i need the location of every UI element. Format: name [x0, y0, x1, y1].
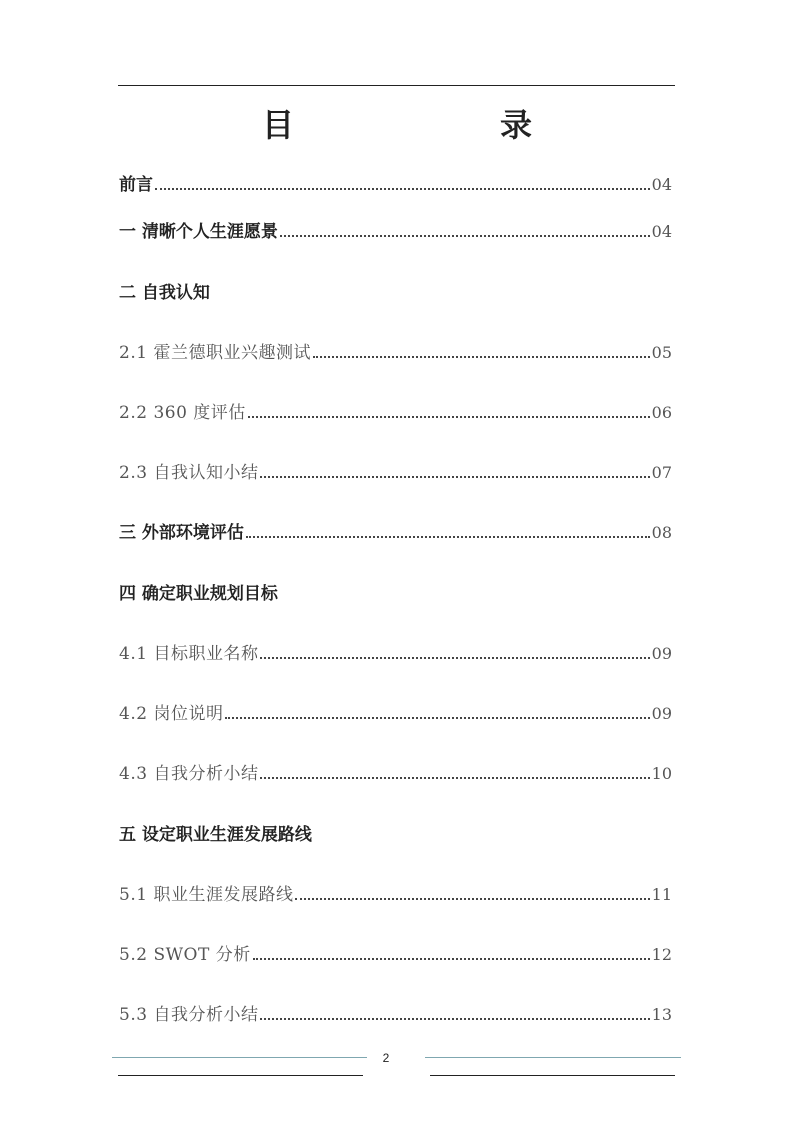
toc-page-number: 09	[651, 704, 672, 723]
toc-entry-label: 二 自我认知	[119, 283, 210, 303]
toc-page-number: 04	[651, 175, 672, 194]
page-title	[118, 100, 675, 144]
page-number: 2	[382, 1051, 390, 1065]
title-char-1: 目	[262, 106, 295, 144]
footer-rule-blue-left	[112, 1057, 367, 1058]
toc-entry-label: 5.2 SWOT 分析	[119, 945, 251, 965]
toc-entry[interactable]	[119, 820, 672, 844]
toc-entry[interactable]	[119, 940, 672, 964]
toc-dot-leader	[253, 958, 650, 960]
toc-dot-leader	[260, 476, 649, 478]
toc-entry[interactable]	[119, 639, 672, 663]
toc-dot-leader	[260, 657, 649, 659]
toc-entry-label: 前言	[119, 175, 153, 195]
toc-dot-leader	[295, 898, 649, 900]
toc-page-number: 06	[651, 403, 672, 422]
toc-page-number: 08	[651, 523, 672, 542]
toc-entry[interactable]	[119, 759, 672, 783]
toc-dot-leader	[280, 235, 650, 237]
toc-entry-label: 一 清晰个人生涯愿景	[119, 222, 278, 242]
toc-page-number: 04	[651, 222, 672, 241]
toc-entry-label: 五 设定职业生涯发展路线	[119, 825, 312, 845]
toc-page-number: 07	[651, 463, 672, 482]
toc-entry[interactable]	[119, 880, 672, 904]
toc-page-number: 12	[651, 945, 672, 964]
toc-dot-leader	[260, 777, 649, 779]
footer-rule-blue-right	[425, 1057, 681, 1058]
toc-entry-label: 2.1 霍兰德职业兴趣测试	[119, 343, 311, 363]
toc-page-number: 11	[651, 885, 672, 904]
toc-page-number: 10	[651, 764, 672, 783]
toc-entry-label: 5.1 职业生涯发展路线	[119, 885, 294, 905]
header-rule	[118, 85, 675, 86]
title-char-2: 录	[500, 106, 533, 144]
toc-entry[interactable]	[119, 338, 672, 362]
toc-entry-label: 2.3 自我认知小结	[119, 463, 259, 483]
toc-entry[interactable]	[119, 170, 672, 194]
toc-entry-label: 三 外部环境评估	[119, 523, 244, 543]
footer-rule-left	[118, 1075, 363, 1076]
toc-entry[interactable]	[119, 278, 672, 302]
toc-entry-label: 4.3 自我分析小结	[119, 764, 259, 784]
toc-dot-leader	[248, 416, 650, 418]
toc-page-number: 13	[651, 1005, 672, 1024]
toc-entry-label: 2.2 360 度评估	[119, 403, 246, 423]
toc-page-number: 09	[651, 644, 672, 663]
toc-entry[interactable]	[119, 699, 672, 723]
toc-entry[interactable]	[119, 579, 672, 603]
toc-dot-leader	[313, 356, 650, 358]
toc-entry[interactable]	[119, 217, 672, 241]
toc-entry[interactable]	[119, 518, 672, 542]
toc-page-number: 05	[651, 343, 672, 362]
footer-rule-right	[430, 1075, 675, 1076]
toc-dot-leader	[246, 536, 650, 538]
toc-dot-leader	[260, 1018, 649, 1020]
toc-entry[interactable]	[119, 398, 672, 422]
toc-dot-leader	[155, 188, 650, 190]
toc-entry[interactable]	[119, 1000, 672, 1024]
toc-entry-label: 4.1 目标职业名称	[119, 644, 259, 664]
toc-entry[interactable]	[119, 458, 672, 482]
toc-dot-leader	[225, 717, 649, 719]
toc-entry-label: 四 确定职业规划目标	[119, 584, 278, 604]
toc-entry-label: 4.2 岗位说明	[119, 704, 224, 724]
toc-entry-label: 5.3 自我分析小结	[119, 1005, 259, 1025]
